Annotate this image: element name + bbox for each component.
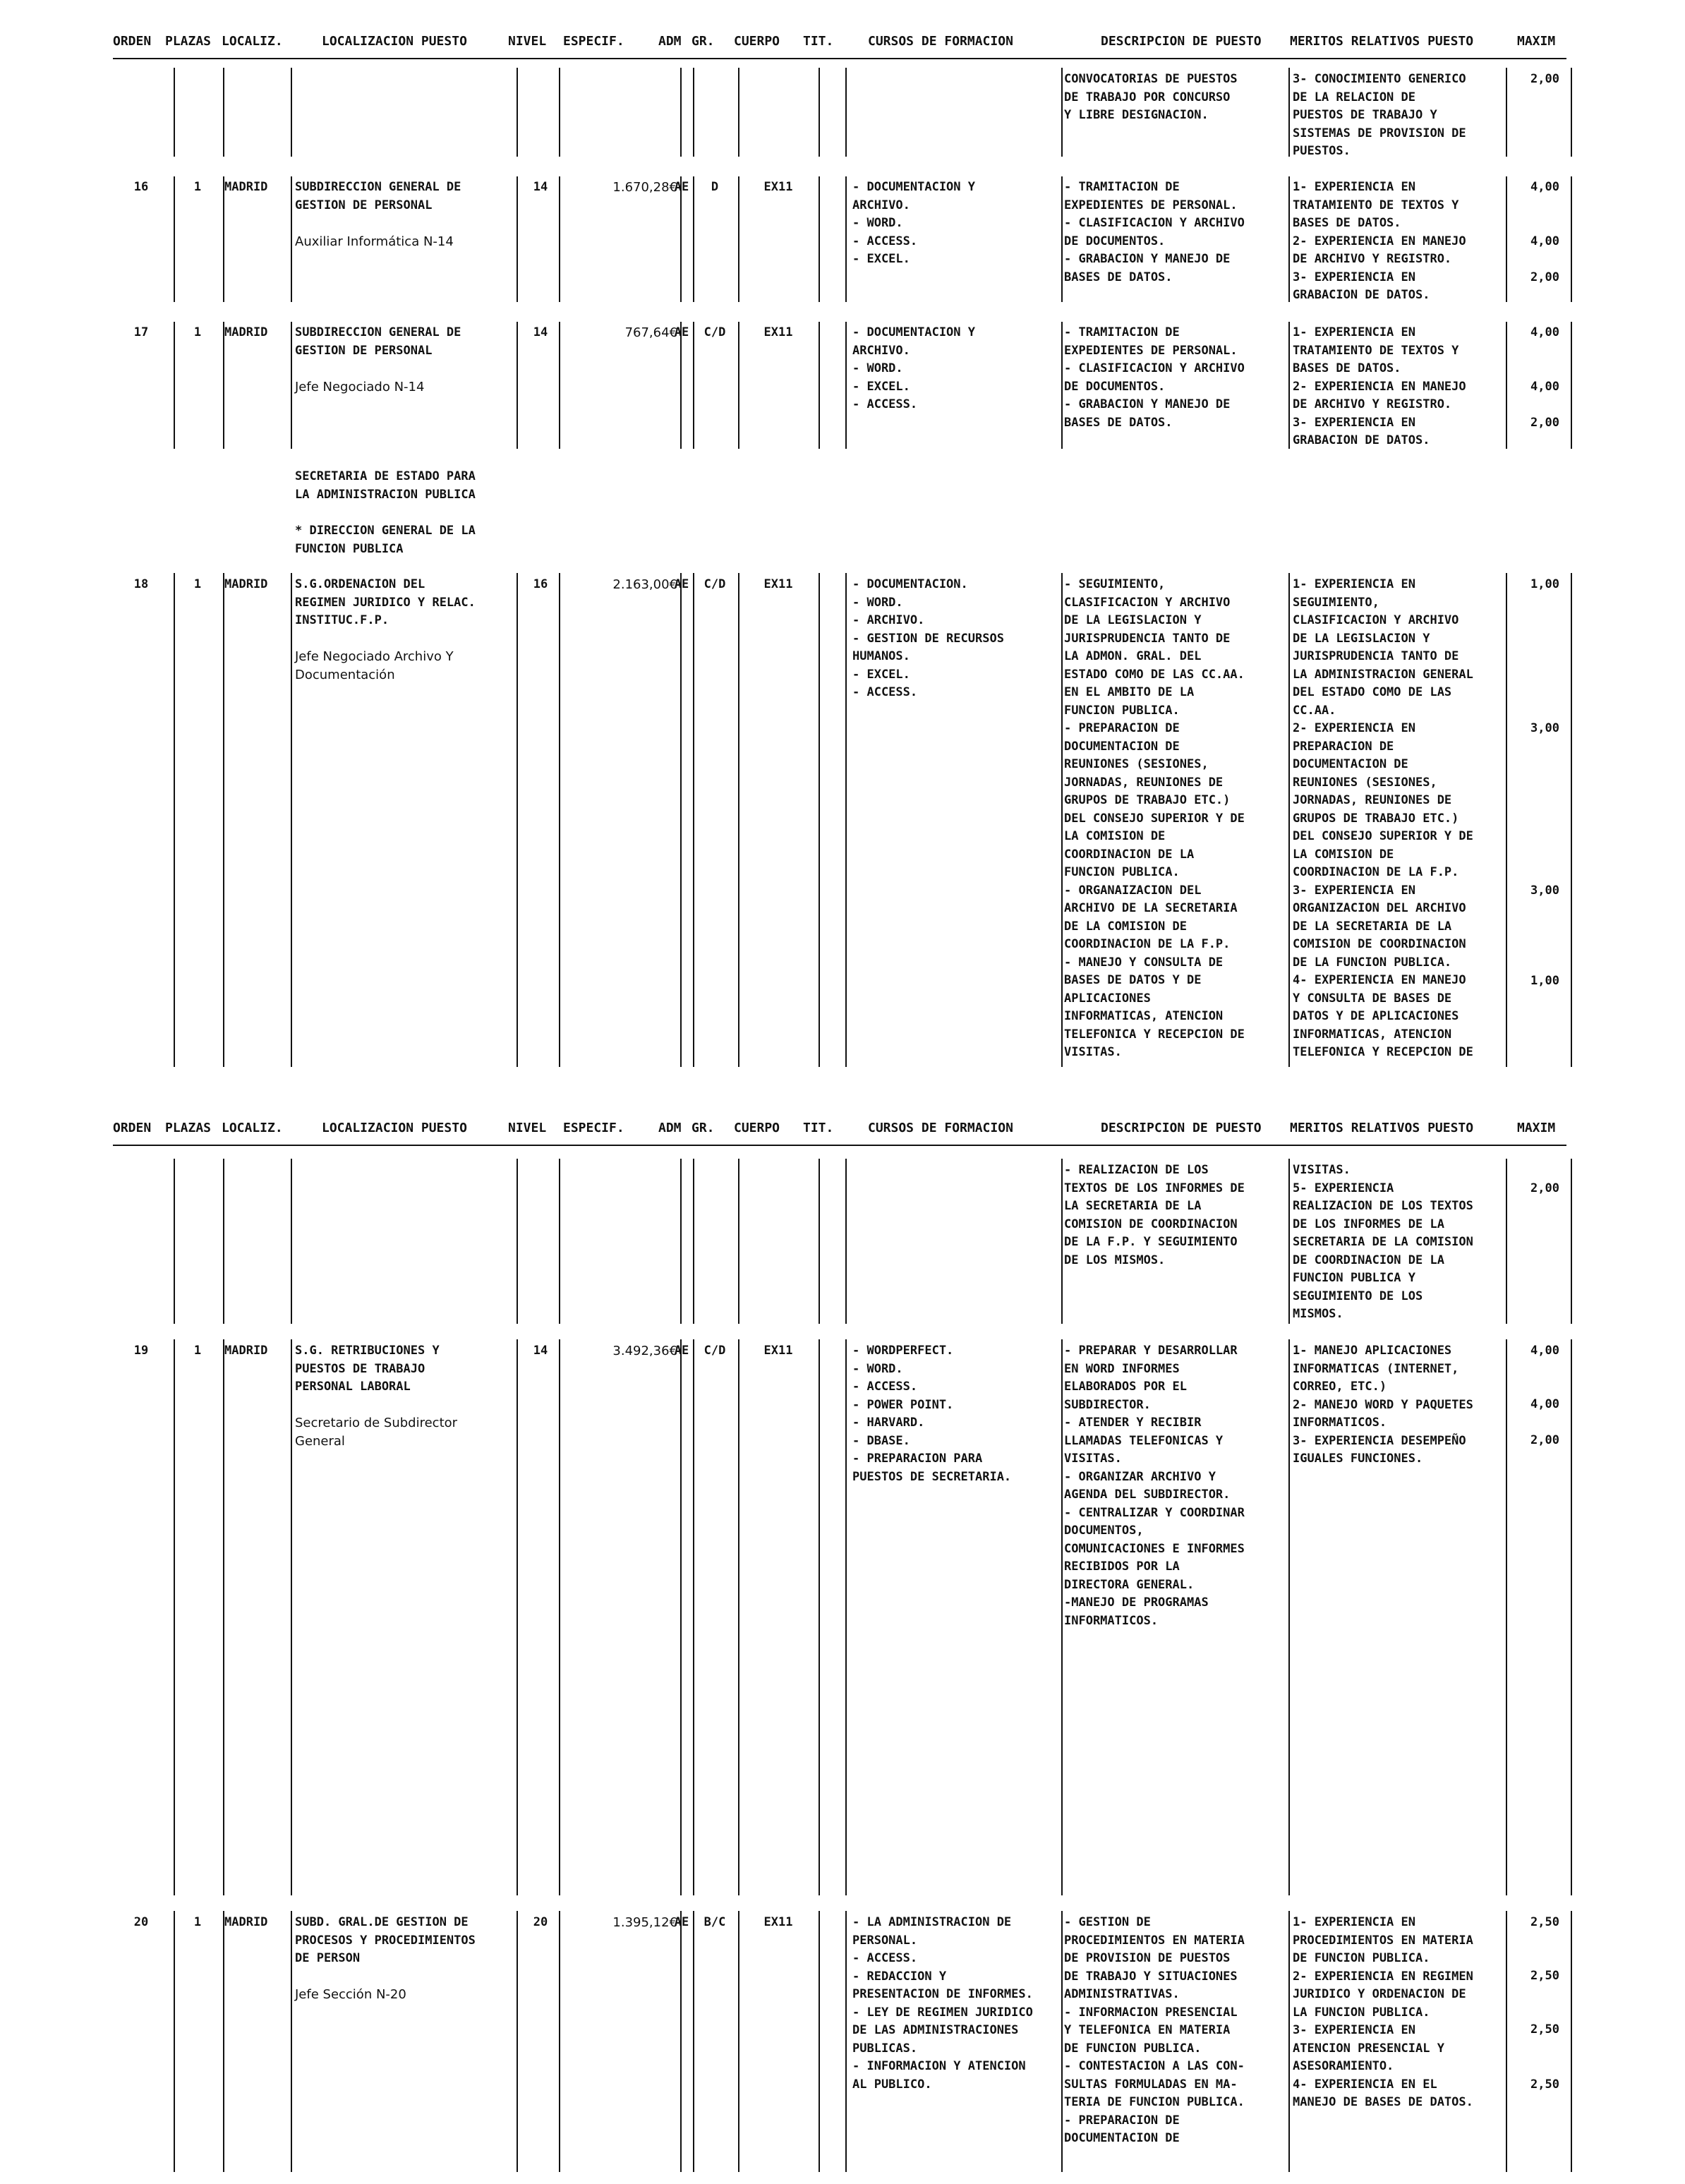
col-meritos: MERITOS RELATIVOS PUESTO <box>1290 1121 1474 1135</box>
column-rule <box>517 1339 518 1895</box>
col-orden: ORDEN <box>113 1121 152 1135</box>
section-direccion: * DIRECCION GENERAL DE LA FUNCION PUBLICA <box>295 524 476 556</box>
max-cont-2: 2,00 <box>1530 1181 1559 1195</box>
column-rule <box>680 1339 682 1895</box>
row18-max-4: 1,00 <box>1530 974 1559 988</box>
col-cursos: CURSOS DE FORMACION <box>868 1121 1013 1135</box>
column-rule <box>1061 573 1063 1067</box>
meritos-cont-1: 3- CONOCIMIENTO GENERICO DE LA RELACION DE PUESTOS DE TRABAJO Y SISTEMAS DE PROVISION DE PUESTOS. <box>1293 72 1466 158</box>
row16-nivel: 14 <box>533 180 548 194</box>
col-especif: ESPECIF. <box>563 34 624 49</box>
column-rule <box>738 322 739 449</box>
column-rule <box>174 322 175 449</box>
row17-max-1: 4,00 <box>1530 325 1559 339</box>
row16-desc: - TRAMITACION DE EXPEDIENTES DE PERSONAL. - CLASIFICACION Y ARCHIVO DE DOCUMENTOS. - GRABACION Y MANEJO DE BASES DE DATOS. <box>1064 180 1245 284</box>
column-rule <box>223 1339 224 1895</box>
column-rule <box>680 1159 682 1324</box>
row18-localiz: MADRID <box>224 577 268 591</box>
column-rule <box>1506 1339 1507 1895</box>
column-rule <box>1571 176 1572 302</box>
column-rule <box>819 573 820 1067</box>
column-rule <box>1288 573 1290 1067</box>
column-rule <box>517 1159 518 1324</box>
col-adm: ADM <box>658 1121 682 1135</box>
row16-localiz: MADRID <box>224 180 268 194</box>
row20-orden: 20 <box>133 1915 149 1929</box>
row20-gr: B/C <box>703 1915 726 1929</box>
column-rule <box>1288 1911 1290 2172</box>
column-rule <box>693 1911 694 2172</box>
column-rule <box>559 1339 560 1895</box>
col-maxim: MAXIM <box>1517 1121 1556 1135</box>
column-rule <box>693 1159 694 1324</box>
row18-gr: C/D <box>703 577 726 591</box>
column-rule <box>223 176 224 302</box>
column-rule <box>845 176 847 302</box>
row17-nivel: 14 <box>533 325 548 339</box>
column-rule <box>1506 1159 1507 1324</box>
column-rule <box>1288 176 1290 302</box>
column-rule <box>693 322 694 449</box>
column-rule <box>1288 68 1290 157</box>
column-rule <box>680 176 682 302</box>
column-rule <box>1061 1159 1063 1324</box>
column-rule <box>1061 176 1063 302</box>
row19-plazas: 1 <box>193 1344 202 1358</box>
row18-meritos: 1- EXPERIENCIA EN SEGUIMIENTO, CLASIFICACION Y ARCHIVO DE LA LEGISLACION Y JURISPRUDENCIA TANTO DE LA ADMINISTRACION GENERAL DEL ESTADO COMO DE LAS CC.AA. 2- EXPERIENCIA EN PREPARACION DE DOCUMENTACION DE REUNIONES (SESIONES, JORNADAS, REUNIONES DE GRUPOS DE TRABAJO ETC.) DEL CONSEJO SUPERIOR Y DE LA COMISION DE COORDINACION DE LA F.P. 3- EXPERIENCIA EN ORGANIZACION DEL ARCHIVO DE LA SECRETARIA DE LA COMISION DE COORDINACION DE LA FUNCION PUBLICA. 4- EXPERIENCIA EN MANEJO Y CONSULTA DE BASES DE DATOS Y DE APLICACIONES INFORMATICAS, ATENCION TELEFONICA Y RECEPCION DE <box>1293 577 1473 1059</box>
column-rule <box>517 573 518 1067</box>
col-descripcion: DESCRIPCION DE PUESTO <box>1101 34 1262 49</box>
row18-plazas: 1 <box>193 577 202 591</box>
column-rule <box>1506 1911 1507 2172</box>
column-rule <box>291 322 292 449</box>
column-rule <box>1506 573 1507 1067</box>
row19-cuerpo: EX11 <box>763 1344 793 1358</box>
column-rule <box>174 573 175 1067</box>
desc-cont-1: CONVOCATORIAS DE PUESTOS DE TRABAJO POR CONCURSO Y LIBRE DESIGNACION. <box>1064 72 1238 122</box>
column-rule <box>291 1339 292 1895</box>
row17-especif: 767,64€ <box>624 325 677 340</box>
row20-plazas: 1 <box>193 1915 202 1929</box>
column-rule <box>738 176 739 302</box>
row20-meritos: 1- EXPERIENCIA EN PROCEDIMIENTOS EN MATERIA DE FUNCION PUBLICA. 2- EXPERIENCIA EN REGIMEN JURIDICO Y ORDENACION DE LA FUNCION PUBLICA. 3- EXPERIENCIA EN ATENCION PRESENCIAL Y ASESORAMIENTO. 4- EXPERIENCIA EN EL MANEJO DE BASES DE DATOS. <box>1293 1915 1473 2109</box>
row20-localiz: MADRID <box>224 1915 268 1929</box>
column-rule <box>291 68 292 157</box>
row18-cuerpo: EX11 <box>763 577 793 591</box>
column-rule <box>845 68 847 157</box>
column-rule <box>738 573 739 1067</box>
row17-puesto: SUBDIRECCION GENERAL DE GESTION DE PERSONAL <box>295 325 461 358</box>
column-rule <box>1061 1339 1063 1895</box>
row18-max-3: 3,00 <box>1530 883 1559 898</box>
col-maxim: MAXIM <box>1517 34 1556 49</box>
meritos-cont-2: VISITAS. 5- EXPERIENCIA REALIZACION DE LOS TEXTOS DE LOS INFORMES DE LA SECRETARIA DE LA COMISION DE COORDINACION DE LA FUNCION PUBLICA Y SEGUIMIENTO DE LOS MISMOS. <box>1293 1163 1473 1321</box>
row20-max-4: 2,50 <box>1530 2077 1559 2092</box>
row18-especif: 2.163,00€ <box>612 577 677 592</box>
row16-orden: 16 <box>133 180 149 194</box>
row16-cuerpo: EX11 <box>763 180 793 194</box>
row16-cursos: - DOCUMENTACION Y ARCHIVO. - WORD. - ACCESS. - EXCEL. <box>852 180 975 266</box>
column-rule <box>693 573 694 1067</box>
col-localizacion-puesto: LOCALIZACION PUESTO <box>322 1121 467 1135</box>
row18-cursos: - DOCUMENTACION. - WORD. - ARCHIVO. - GESTION DE RECURSOS HUMANOS. - EXCEL. - ACCESS. <box>852 577 1004 699</box>
column-rule <box>291 573 292 1067</box>
row20-cuerpo: EX11 <box>763 1915 793 1929</box>
col-especif: ESPECIF. <box>563 1121 624 1135</box>
column-rule <box>1571 1911 1572 2172</box>
row17-adm: AE <box>674 325 689 339</box>
row16-max-2: 4,00 <box>1530 234 1559 248</box>
column-rule <box>223 322 224 449</box>
column-rule <box>680 573 682 1067</box>
column-header-1 <box>113 27 1566 55</box>
column-rule <box>845 322 847 449</box>
column-rule <box>517 68 518 157</box>
column-rule <box>845 1159 847 1324</box>
column-rule <box>559 176 560 302</box>
col-gr: GR. <box>691 1121 715 1135</box>
row20-max-3: 2,50 <box>1530 2022 1559 2037</box>
row20-max-2: 2,50 <box>1530 1969 1559 1983</box>
row16-puesto: SUBDIRECCION GENERAL DE GESTION DE PERSONAL <box>295 180 461 212</box>
column-rule <box>223 573 224 1067</box>
row17-localiz: MADRID <box>224 325 268 339</box>
column-rule <box>1506 68 1507 157</box>
row20-especif: 1.395,12€ <box>612 1915 677 1930</box>
row20-desc: - GESTION DE PROCEDIMIENTOS EN MATERIA DE PROVISION DE PUESTOS DE TRABAJO Y SITUACIONES ADMINISTRATIVAS. - INFORMACION PRESENCIAL Y TELEFONICA EN MATERIA DE FUNCION PUBLICA. - CONTESTACION A LAS CON- SULTAS FORMULADAS EN MA- TERIA DE FUNCION PUBLICA. - PREPARACION DE DOCUMENTACION DE <box>1064 1915 1245 2145</box>
row16-adm: AE <box>674 180 689 194</box>
header-rule-2 <box>113 1145 1566 1146</box>
column-header-2 <box>113 1114 1566 1142</box>
row20-cursos: - LA ADMINISTRACION DE PERSONAL. - ACCESS. - REDACCION Y PRESENTACION DE INFORMES. - LEY DE REGIMEN JURIDICO DE LAS ADMINISTRACIONES PUBLICAS. - INFORMACION Y ATENCION AL PUBLICO. <box>852 1915 1033 2092</box>
col-nivel: NIVEL <box>508 1121 547 1135</box>
col-cuerpo: CUERPO <box>734 34 780 49</box>
row19-max-1: 4,00 <box>1530 1344 1559 1358</box>
row19-cargo: Secretario de Subdirector General <box>295 1416 458 1449</box>
column-rule <box>174 1339 175 1895</box>
desc-cont-2: - REALIZACION DE LOS TEXTOS DE LOS INFORMES DE LA SECRETARIA DE LA COMISION DE COORDINACION DE LA F.P. Y SEGUIMIENTO DE LOS MISMOS. <box>1064 1163 1245 1267</box>
row16-especif: 1.670,28€ <box>612 180 677 195</box>
row19-orden: 19 <box>133 1344 149 1358</box>
column-rule <box>559 322 560 449</box>
row20-max-1: 2,50 <box>1530 1915 1559 1929</box>
column-rule <box>559 1159 560 1324</box>
column-rule <box>223 1159 224 1324</box>
col-meritos: MERITOS RELATIVOS PUESTO <box>1290 34 1474 49</box>
column-rule <box>517 322 518 449</box>
col-nivel: NIVEL <box>508 34 547 49</box>
row16-max-1: 4,00 <box>1530 180 1559 194</box>
row19-gr: C/D <box>703 1344 726 1358</box>
col-localiz: LOCALIZ. <box>222 1121 283 1135</box>
column-rule <box>738 1911 739 2172</box>
row17-gr: C/D <box>703 325 726 339</box>
column-rule <box>819 1339 820 1895</box>
column-rule <box>1506 322 1507 449</box>
row17-cursos: - DOCUMENTACION Y ARCHIVO. - WORD. - EXCEL. - ACCESS. <box>852 325 975 411</box>
row17-max-3: 2,00 <box>1530 416 1559 430</box>
column-rule <box>845 573 847 1067</box>
row19-especif: 3.492,36€ <box>612 1344 677 1358</box>
column-rule <box>291 1911 292 2172</box>
column-rule <box>223 1911 224 2172</box>
column-rule <box>1288 322 1290 449</box>
col-plazas: PLAZAS <box>165 34 212 49</box>
column-rule <box>819 1159 820 1324</box>
row19-desc: - PREPARAR Y DESARROLLAR EN WORD INFORMES ELABORADOS POR EL SUBDIRECTOR. - ATENDER Y RECIBIR LLAMADAS TELEFONICAS Y VISITAS. - ORGANIZAR ARCHIVO Y AGENDA DEL SUBDIRECTOR. - CENTRALIZAR Y COORDINAR DOCUMENTOS, COMUNICACIONES E INFORMES RECIBIDOS POR LA DIRECTORA GENERAL. -MANEJO DE PROGRAMAS INFORMATICOS. <box>1064 1344 1245 1628</box>
column-rule <box>1288 1159 1290 1324</box>
column-rule <box>1506 176 1507 302</box>
row19-nivel: 14 <box>533 1344 548 1358</box>
column-rule <box>693 68 694 157</box>
row17-cuerpo: EX11 <box>763 325 793 339</box>
column-rule <box>738 1339 739 1895</box>
column-rule <box>559 1911 560 2172</box>
col-gr: GR. <box>691 34 715 49</box>
column-rule <box>174 68 175 157</box>
col-tit: TIT. <box>803 1121 834 1135</box>
column-rule <box>1288 1339 1290 1895</box>
col-adm: ADM <box>658 34 682 49</box>
column-rule <box>517 176 518 302</box>
col-descripcion: DESCRIPCION DE PUESTO <box>1101 1121 1262 1135</box>
row18-nivel: 16 <box>533 577 548 591</box>
column-rule <box>174 176 175 302</box>
column-rule <box>1571 322 1572 449</box>
row16-cargo: Auxiliar Informática N-14 <box>295 234 454 249</box>
row16-max-3: 2,00 <box>1530 270 1559 284</box>
col-orden: ORDEN <box>113 34 152 49</box>
column-rule <box>291 1159 292 1324</box>
row17-plazas: 1 <box>193 325 202 339</box>
row19-cursos: - WORDPERFECT. - WORD. - ACCESS. - POWER POINT. - HARVARD. - DBASE. - PREPARACION PARA PUESTOS DE SECRETARIA. <box>852 1344 1012 1484</box>
column-rule <box>680 68 682 157</box>
column-rule <box>1571 1159 1572 1324</box>
row17-cargo: Jefe Negociado N-14 <box>295 380 425 394</box>
row16-meritos: 1- EXPERIENCIA EN TRATAMIENTO DE TEXTOS Y BASES DE DATOS. 2- EXPERIENCIA EN MANEJO DE ARCHIVO Y REGISTRO. 3- EXPERIENCIA EN GRABACION DE DATOS. <box>1293 180 1466 302</box>
row18-orden: 18 <box>133 577 149 591</box>
column-rule <box>223 68 224 157</box>
column-rule <box>680 322 682 449</box>
column-rule <box>174 1159 175 1324</box>
row17-max-2: 4,00 <box>1530 380 1559 394</box>
column-rule <box>738 1159 739 1324</box>
row17-desc: - TRAMITACION DE EXPEDIENTES DE PERSONAL. - CLASIFICACION Y ARCHIVO DE DOCUMENTOS. - GRABACION Y MANEJO DE BASES DE DATOS. <box>1064 325 1245 430</box>
row20-nivel: 20 <box>533 1915 548 1929</box>
column-rule <box>291 176 292 302</box>
column-rule <box>174 1911 175 2172</box>
row19-meritos: 1- MANEJO APLICACIONES INFORMATICAS (INTERNET, CORREO, ETC.) 2- MANEJO WORD Y PAQUETES INFORMATICOS. 3- EXPERIENCIA DESEMPEÑO IGUALES FUNCIONES. <box>1293 1344 1473 1466</box>
column-rule <box>845 1911 847 2172</box>
row19-adm: AE <box>674 1344 689 1358</box>
header-rule-1 <box>113 58 1566 59</box>
row19-max-2: 4,00 <box>1530 1397 1559 1411</box>
column-rule <box>819 68 820 157</box>
row20-cargo: Jefe Sección N-20 <box>295 1987 406 2002</box>
row16-plazas: 1 <box>193 180 202 194</box>
row18-puesto: S.G.ORDENACION DEL REGIMEN JURIDICO Y RELAC. INSTITUC.F.P. <box>295 577 476 627</box>
column-rule <box>1571 68 1572 157</box>
column-rule <box>517 1911 518 2172</box>
row17-meritos: 1- EXPERIENCIA EN TRATAMIENTO DE TEXTOS Y BASES DE DATOS. 2- EXPERIENCIA EN MANEJO DE ARCHIVO Y REGISTRO. 3- EXPERIENCIA EN GRABACION DE DATOS. <box>1293 325 1466 447</box>
row18-cargo: Jefe Negociado Archivo Y Documentación <box>295 649 454 682</box>
col-cursos: CURSOS DE FORMACION <box>868 34 1013 49</box>
row18-desc: - SEGUIMIENTO, CLASIFICACION Y ARCHIVO DE LA LEGISLACION Y JURISPRUDENCIA TANTO DE LA ADMON. GRAL. DEL ESTADO COMO DE LAS CC.AA. EN EL AMBITO DE LA FUNCION PUBLICA. - PREPARACION DE DOCUMENTACION DE REUNIONES (SESIONES, JORNADAS, REUNIONES DE GRUPOS DE TRABAJO ETC.) DEL CONSEJO SUPERIOR Y DE LA COMISION DE COORDINACION DE LA FUNCION PUBLICA. - ORGANAIZACION DEL ARCHIVO DE LA SECRETARIA DE LA COMISION DE COORDINACION DE LA F.P. - MANEJO Y CONSULTA DE BASES DE DATOS Y DE APLICACIONES INFORMATICAS, ATENCION TELEFONICA Y RECEPCION DE VISITAS. <box>1064 577 1245 1059</box>
col-localiz: LOCALIZ. <box>222 34 283 49</box>
column-rule <box>845 1339 847 1895</box>
column-rule <box>1061 322 1063 449</box>
column-rule <box>819 1911 820 2172</box>
column-rule <box>680 1911 682 2172</box>
column-rule <box>1061 68 1063 157</box>
row19-puesto: S.G. RETRIBUCIONES Y PUESTOS DE TRABAJO PERSONAL LABORAL <box>295 1344 440 1394</box>
column-rule <box>559 68 560 157</box>
row18-adm: AE <box>674 577 689 591</box>
column-rule <box>693 176 694 302</box>
row19-max-3: 2,00 <box>1530 1433 1559 1447</box>
row20-puesto: SUBD. GRAL.DE GESTION DE PROCESOS Y PROCEDIMIENTOS DE PERSON <box>295 1915 476 1965</box>
row17-orden: 17 <box>133 325 149 339</box>
column-rule <box>1061 1911 1063 2172</box>
column-rule <box>1571 573 1572 1067</box>
column-rule <box>819 176 820 302</box>
column-rule <box>693 1339 694 1895</box>
col-cuerpo: CUERPO <box>734 1121 780 1135</box>
column-rule <box>819 322 820 449</box>
row16-gr: D <box>711 180 719 194</box>
max-cont-1: 2,00 <box>1530 72 1559 86</box>
column-rule <box>1571 1339 1572 1895</box>
row18-max-2: 3,00 <box>1530 721 1559 735</box>
col-plazas: PLAZAS <box>165 1121 212 1135</box>
column-rule <box>738 68 739 157</box>
column-rule <box>559 573 560 1067</box>
row19-localiz: MADRID <box>224 1344 268 1358</box>
col-tit: TIT. <box>803 34 834 49</box>
section-secretaria: SECRETARIA DE ESTADO PARA LA ADMINISTRACION PUBLICA <box>295 469 476 502</box>
row18-max-1: 1,00 <box>1530 577 1559 591</box>
col-localizacion-puesto: LOCALIZACION PUESTO <box>322 34 467 49</box>
row20-adm: AE <box>674 1915 689 1929</box>
